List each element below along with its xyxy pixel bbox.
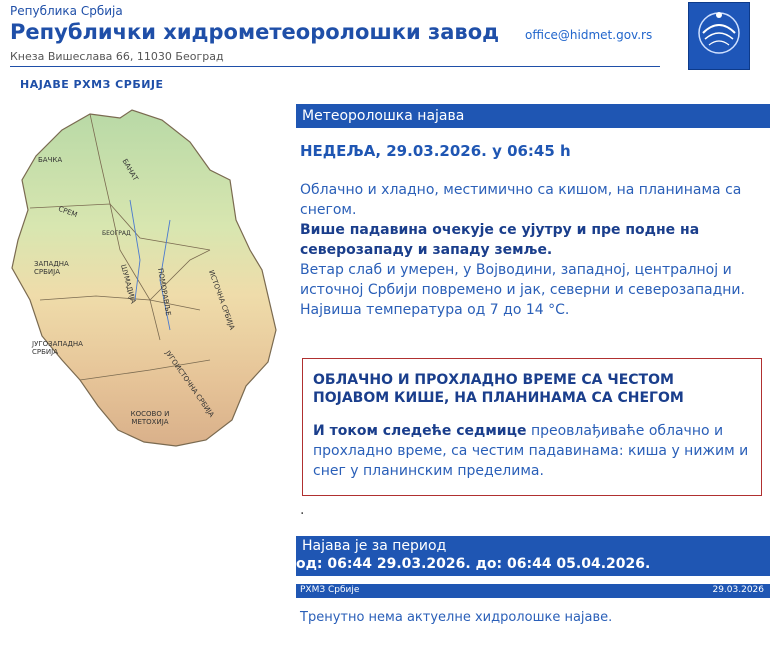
warning-title: ОБЛАЧНО И ПРОХЛАДНО ВРЕМЕ СА ЧЕСТОМ ПОЈАВОМ КИШЕ, НА ПЛАНИНАМА СА СНЕГОМ xyxy=(313,372,684,406)
region-label-banat[interactable]: БАНАТ xyxy=(120,157,140,183)
region-label-west[interactable]: ЗАПАДНА СРБИЈА xyxy=(34,260,69,276)
separator-dot: . xyxy=(300,502,305,518)
footer-source: РХМЗ Србије xyxy=(300,585,360,595)
warning-body: преовлађиваће облачно и прохладно време, са честим падавинама: киша у нижим и снег у планинским пределима. xyxy=(313,423,749,479)
hydro-notice: Тренутно нема актуелне хидролошке најаве. xyxy=(300,610,613,625)
period-box xyxy=(296,536,770,576)
region-label-srem[interactable]: СРЕМ xyxy=(57,204,79,220)
period-range: од: 06:44 29.03.2026. до: 06:44 05.04.2026. xyxy=(296,556,651,572)
warning-lead: И током следеће седмице xyxy=(313,423,527,439)
forecast-line-4: Највиша температура од 7 до 14 °C. xyxy=(300,302,570,318)
nav-announcements-link[interactable]: НАЈАВЕ РХМЗ СРБИЈЕ xyxy=(20,78,164,91)
footer-date: 29.03.2026 xyxy=(712,585,764,595)
panel-title: Метеоролошка најава xyxy=(296,104,770,128)
forecast-line-2: Више падавина очекује се ујутру и пре подне на северозападу и западу земље. xyxy=(300,222,700,258)
forecast-date: НЕДЕЉА, 29.03.2026. у 06:45 h xyxy=(300,142,571,160)
forecast-text xyxy=(300,180,760,320)
forecast-panel xyxy=(296,104,770,128)
institute-address: Кнеза Вишеслава 66, 11030 Београд xyxy=(10,50,224,63)
forecast-line-3: Ветар слаб и умерен, у Војводини, западној, централној и источној Србији повремено и јак, северни и северозападни. xyxy=(300,262,745,298)
period-title: Најава је за период xyxy=(302,538,447,554)
region-label-southwest[interactable]: ЈУГОЗАПАДНА СРБИЈА xyxy=(32,340,83,356)
site-header xyxy=(0,0,770,72)
rhmz-logo[interactable] xyxy=(688,2,750,70)
warning-box xyxy=(302,358,762,496)
footer-bar xyxy=(296,584,770,598)
institute-title[interactable]: Републички хидрометеоролошки завод xyxy=(10,20,500,44)
header-divider xyxy=(10,66,660,67)
region-label-beograd[interactable]: БЕОГРАД xyxy=(102,230,131,237)
region-label-east[interactable]: ИСТОЧНА СРБИЈА xyxy=(206,269,237,331)
serbia-map[interactable] xyxy=(0,100,290,470)
forecast-line-1: Облачно и хладно, местимично са кишом, на планинама са снегом. xyxy=(300,182,742,218)
region-label-backa[interactable]: БАЧКА xyxy=(38,156,63,164)
region-label-sumadija[interactable]: ШУМАДИЈА xyxy=(119,263,138,305)
region-label-pomoravlje[interactable]: ПОМОРАВЉЕ xyxy=(155,267,173,317)
region-label-kosovo[interactable]: КОСОВО И МЕТОХИЈА xyxy=(130,410,170,426)
warning-text xyxy=(313,421,751,481)
email-link[interactable]: office@hidmet.gov.rs xyxy=(525,28,653,42)
region-label-southeast[interactable]: ЈУГОИСТОЧНА СРБИЈА xyxy=(163,349,216,419)
country-title: Република Србија xyxy=(10,4,123,18)
